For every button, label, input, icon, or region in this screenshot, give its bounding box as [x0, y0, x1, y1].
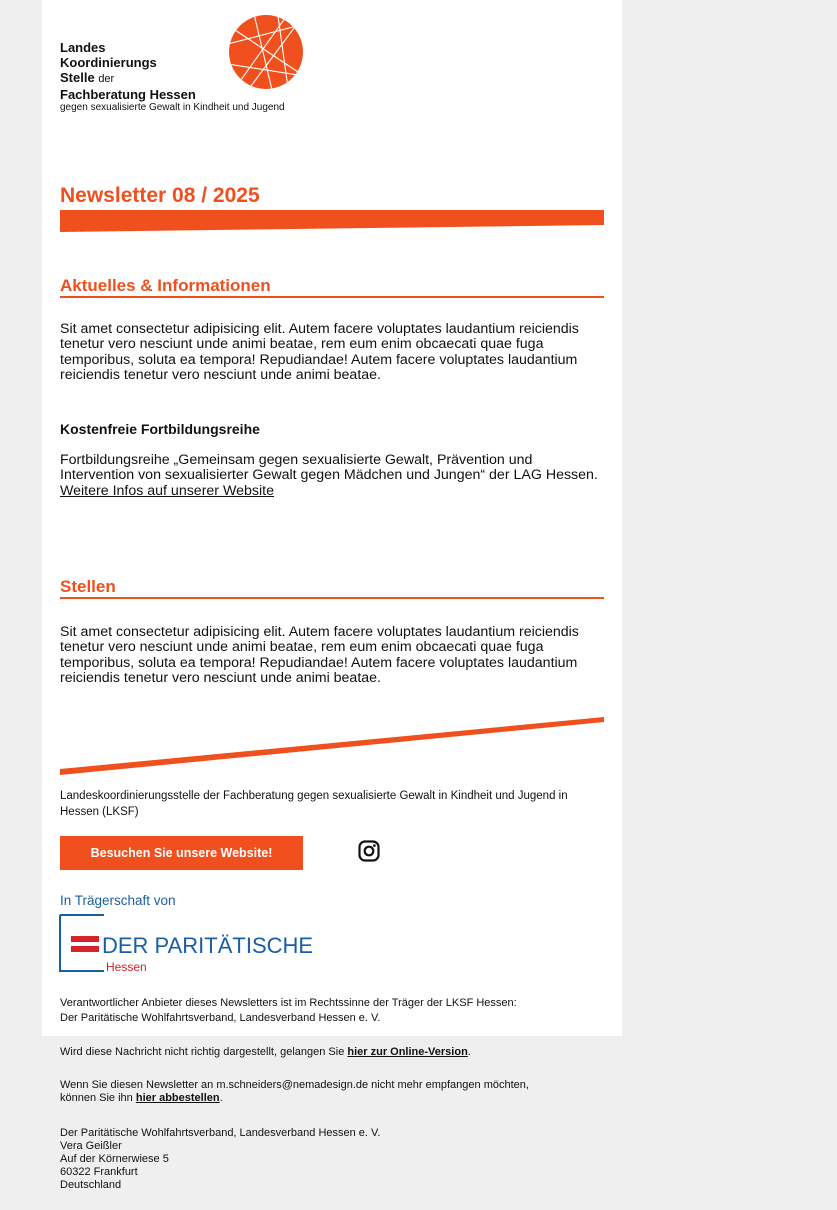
logo-line-4: Fachberatung Hessen: [60, 87, 196, 102]
stellen-paragraph: Sit amet consectetur adipisicing elit. Autem facere voluptates laudantium reiciendis tenetur vero nesciunt unde animi beatae, rem eum enim obcaecati quae fuga temporibus, soluta ea tempora! Repudiandae! Autem facere voluptates laudantium reiciendis tenetur vero nesciunt unde animi beatae.: [60, 624, 579, 686]
fortbildung-paragraph: Fortbildungsreihe „Gemeinsam gegen sexualisierte Gewalt, Prävention und Intervention von sexualisierter Gewalt gegen Mädchen und Jungen“ der LAG Hessen.: [60, 452, 598, 484]
online-version-line: [60, 1046, 471, 1059]
responsible-line-2: Der Paritätische Wohlfahrtsverband, Landesverband Hessen e. V.: [60, 1012, 381, 1024]
logo-stelle: Stelle: [60, 70, 95, 85]
address-line: 60322 Frankfurt: [60, 1166, 138, 1178]
logo-line-2: Koordinierungs: [60, 55, 157, 70]
logo-subtitle: gegen sexualisierte Gewalt in Kindheit und Jugend: [60, 102, 285, 113]
fortbildung-block: [60, 453, 604, 499]
address-line: Deutschland: [60, 1179, 122, 1191]
logo-stelle-small: der: [98, 73, 115, 85]
responsible-line-1: Verantwortlicher Anbieter dieses Newsletters ist im Rechtssinne der Träger der LKSF Hessen:: [60, 997, 517, 1009]
address-line: Auf der Körnerwiese 5: [60, 1153, 169, 1165]
paritaetische-logo: [59, 914, 339, 974]
organization-name: Landeskoordinierungsstelle der Fachberatung gegen sexualisierte Gewalt in Kindheit und Jugend in Hessen (LKSF): [60, 790, 568, 818]
address-line: Der Paritätische Wohlfahrtsverband, Landesverband Hessen e. V.: [60, 1127, 381, 1139]
section-rule: [60, 296, 604, 298]
section-title-aktuelles: Aktuelles & Informationen: [60, 276, 271, 295]
logo-line-1: Landes: [60, 40, 106, 55]
partner-name: DER PARITÄTISCHE: [102, 933, 314, 958]
unsubscribe-link[interactable]: hier abbestellen: [135, 1092, 220, 1104]
section-rule: [60, 597, 604, 599]
address-line: Vera Geißler: [60, 1140, 122, 1152]
aktuelles-paragraph: Sit amet consectetur adipisicing elit. Autem facere voluptates laudantium reiciendis tenetur vero nesciunt unde animi beatae, rem eum enim obcaecati quae fuga temporibus, soluta ea tempora! Repudiandae! Autem facere voluptates laudantium reiciendis tenetur vero nesciunt unde animi beatae.: [60, 321, 579, 383]
online-suffix: .: [467, 1046, 471, 1058]
traeger-label: In Trägerschaft von: [60, 893, 176, 908]
online-version-link[interactable]: hier zur Online-Version: [347, 1046, 468, 1058]
unsub-prefix: können Sie ihn: [60, 1092, 136, 1104]
instagram-icon[interactable]: [357, 839, 381, 863]
unsubscribe-line-1: Wenn Sie diesen Newsletter an m.schneiders@nemadesign.de nicht mehr empfangen möchten,: [60, 1079, 529, 1091]
address-block: [60, 1127, 380, 1192]
newsletter-title: Newsletter 08 / 2025: [60, 184, 260, 207]
responsible-provider: [60, 996, 600, 1026]
unsubscribe-block: [60, 1079, 529, 1105]
visit-website-button[interactable]: Besuchen Sie unsere Website!: [60, 836, 303, 870]
fortbildung-heading: Kostenfreie Fortbildungsreihe: [60, 421, 260, 437]
title-bar: [60, 210, 604, 234]
partner-region: Hessen: [106, 960, 147, 974]
section-title-stellen: Stellen: [60, 577, 116, 596]
online-prefix: Wird diese Nachricht nicht richtig dargestellt, gelangen Sie: [60, 1046, 348, 1058]
newsletter-card: [42, 0, 622, 1036]
logo-wordmark: [60, 40, 196, 102]
website-info-link[interactable]: Weitere Infos auf unserer Website: [60, 482, 274, 499]
unsub-suffix: .: [219, 1092, 223, 1104]
logo-circle-icon: [228, 14, 304, 90]
diagonal-divider: [60, 712, 604, 778]
